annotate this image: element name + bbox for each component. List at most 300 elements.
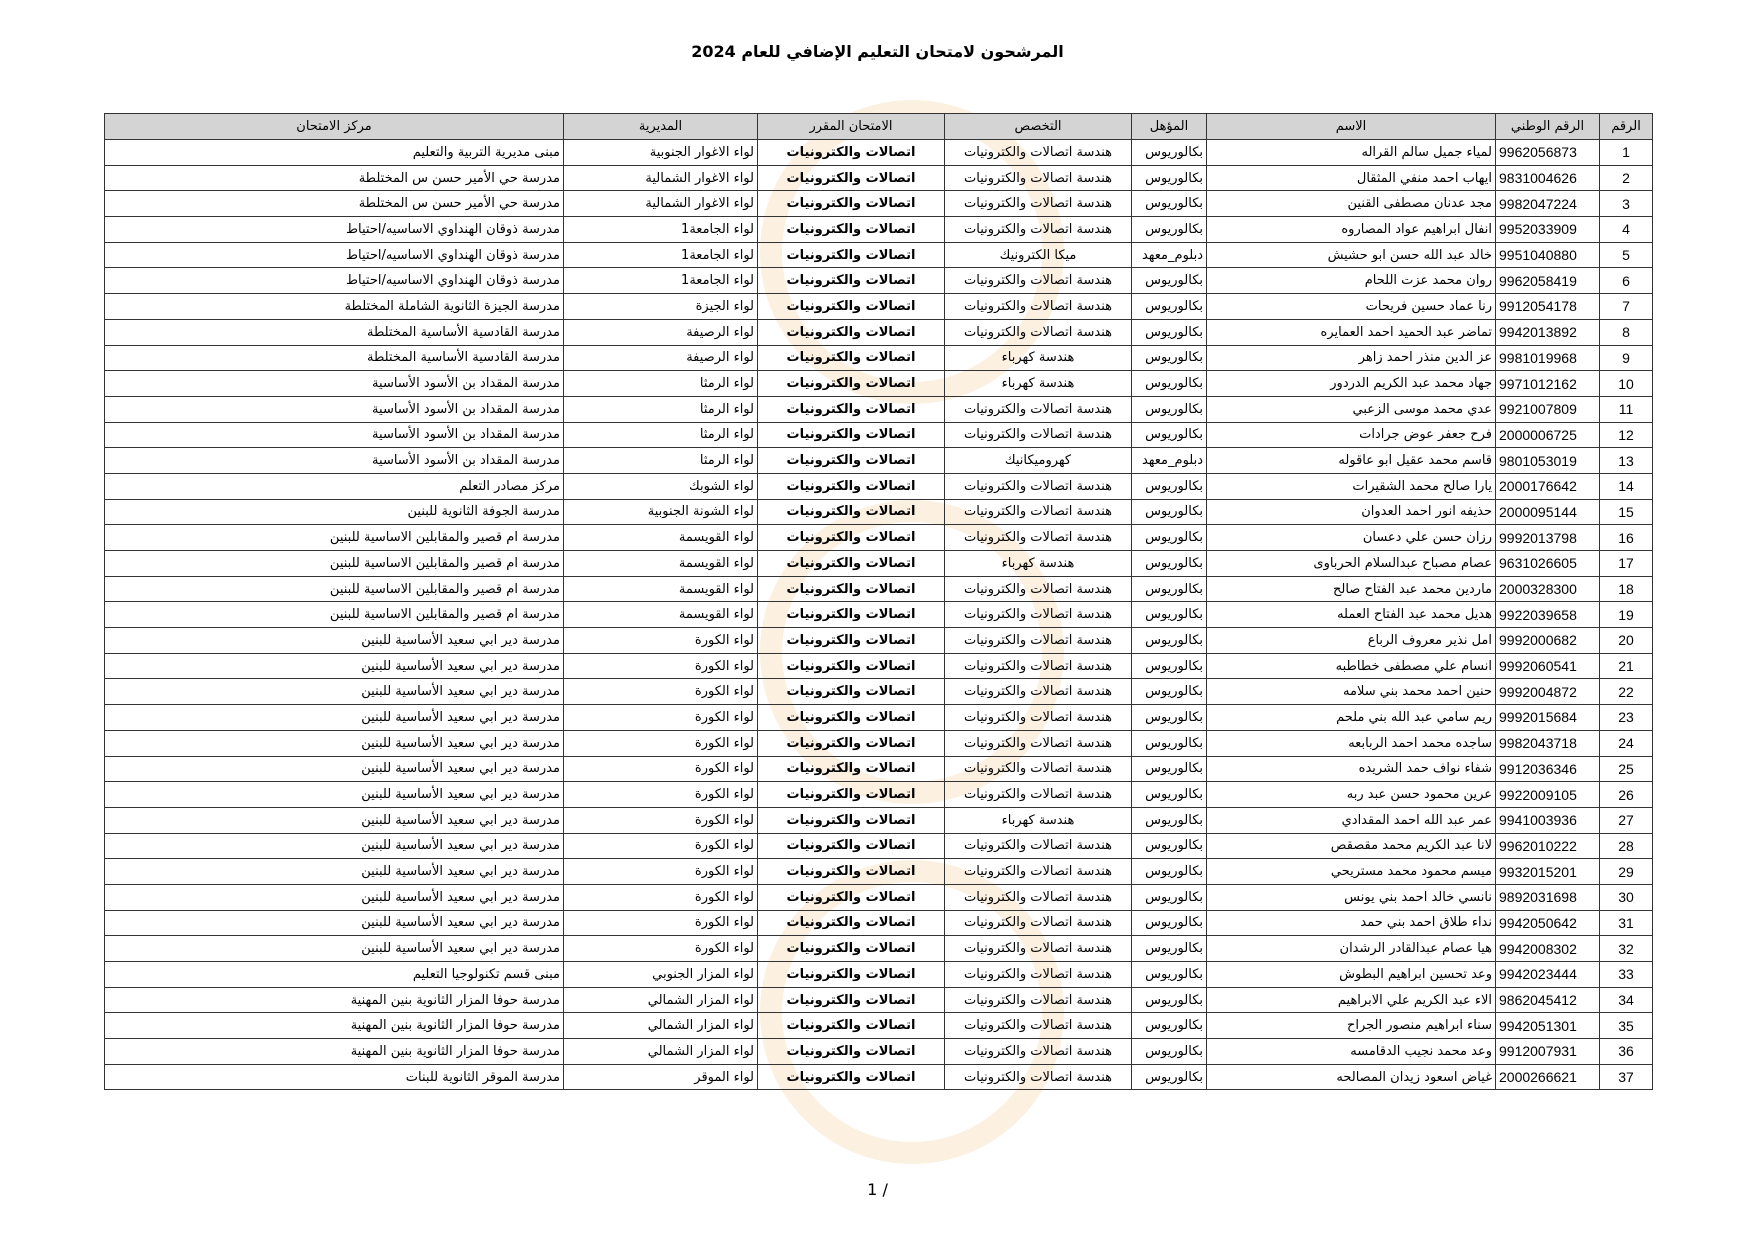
cell-qualification: بكالوريوس (1132, 602, 1207, 628)
cell-number: 30 (1600, 884, 1653, 910)
cell-exam: اتصالات والكترونيات (758, 294, 945, 320)
cell-national-id: 9981019968 (1496, 345, 1600, 371)
cell-name: ايهاب احمد منفي المثقال (1207, 165, 1496, 191)
cell-directorate: لواء الرصيفة (564, 319, 758, 345)
cell-exam-center: مدرسة دير ابي سعيد الأساسية للبنين (105, 628, 564, 654)
cell-name: هديل محمد عبد الفتاح العمله (1207, 602, 1496, 628)
cell-national-id: 9992060541 (1496, 653, 1600, 679)
cell-name: خالد عبد الله حسن ابو حشيش (1207, 242, 1496, 268)
cell-directorate: لواء الاغوار الشمالية (564, 191, 758, 217)
cell-qualification: بكالوريوس (1132, 499, 1207, 525)
cell-specialization: هندسة اتصالات والكترونيات (945, 422, 1132, 448)
cell-number: 20 (1600, 628, 1653, 654)
cell-qualification: بكالوريوس (1132, 396, 1207, 422)
cell-exam-center: مدرسة دير ابي سعيد الأساسية للبنين (105, 782, 564, 808)
table-row (105, 730, 1653, 756)
cell-national-id: 9962010222 (1496, 833, 1600, 859)
cell-specialization: هندسة اتصالات والكترونيات (945, 217, 1132, 243)
cell-name: جهاد محمد عبد الكريم الدردور (1207, 371, 1496, 397)
cell-exam: اتصالات والكترونيات (758, 628, 945, 654)
cell-exam-center: مدرسة ذوقان الهنداوي الاساسيه/احتياط (105, 217, 564, 243)
cell-directorate: لواء الشونة الجنوبية (564, 499, 758, 525)
cell-exam: اتصالات والكترونيات (758, 859, 945, 885)
cell-exam: اتصالات والكترونيات (758, 807, 945, 833)
cell-specialization: هندسة اتصالات والكترونيات (945, 140, 1132, 166)
cell-number: 32 (1600, 936, 1653, 962)
cell-exam-center: مدرسة القادسية الأساسية المختلطة (105, 319, 564, 345)
cell-directorate: لواء الكورة (564, 705, 758, 731)
cell-qualification: بكالوريوس (1132, 1064, 1207, 1090)
cell-specialization: هندسة اتصالات والكترونيات (945, 987, 1132, 1013)
table-row (105, 602, 1653, 628)
cell-national-id: 9862045412 (1496, 987, 1600, 1013)
cell-number: 11 (1600, 396, 1653, 422)
cell-name: انفال ابراهيم عواد المصاروه (1207, 217, 1496, 243)
cell-exam-center: مدرسة حي الأمير حسن س المختلطة (105, 165, 564, 191)
cell-name: نداء طلاق احمد بني حمد (1207, 910, 1496, 936)
cell-number: 7 (1600, 294, 1653, 320)
cell-qualification: بكالوريوس (1132, 422, 1207, 448)
cell-national-id: 9942013892 (1496, 319, 1600, 345)
cell-specialization: هندسة اتصالات والكترونيات (945, 1064, 1132, 1090)
cell-directorate: لواء الكورة (564, 679, 758, 705)
cell-national-id: 9971012162 (1496, 371, 1600, 397)
cell-number: 8 (1600, 319, 1653, 345)
cell-name: امل نذير معروف الرباع (1207, 628, 1496, 654)
cell-national-id: 2000176642 (1496, 473, 1600, 499)
cell-name: رنا عماد حسين فريحات (1207, 294, 1496, 320)
cell-exam: اتصالات والكترونيات (758, 833, 945, 859)
cell-exam-center: مدرسة دير ابي سعيد الأساسية للبنين (105, 859, 564, 885)
cell-national-id: 9801053019 (1496, 448, 1600, 474)
cell-exam: اتصالات والكترونيات (758, 602, 945, 628)
cell-directorate: لواء الكورة (564, 756, 758, 782)
table-header-row (105, 114, 1653, 140)
cell-qualification: بكالوريوس (1132, 756, 1207, 782)
cell-directorate: لواء الكورة (564, 936, 758, 962)
table-row (105, 268, 1653, 294)
cell-national-id: 9992013798 (1496, 525, 1600, 551)
table-row (105, 448, 1653, 474)
table-row (105, 140, 1653, 166)
page-number: 1 / (867, 1180, 888, 1199)
cell-specialization: هندسة اتصالات والكترونيات (945, 602, 1132, 628)
cell-specialization: هندسة اتصالات والكترونيات (945, 268, 1132, 294)
cell-number: 13 (1600, 448, 1653, 474)
cell-qualification: بكالوريوس (1132, 628, 1207, 654)
cell-specialization: هندسة اتصالات والكترونيات (945, 576, 1132, 602)
cell-qualification: بكالوريوس (1132, 473, 1207, 499)
cell-number: 3 (1600, 191, 1653, 217)
header-col-exam-center: مركز الامتحان (105, 114, 564, 140)
cell-directorate: لواء القويسمة (564, 602, 758, 628)
header-col-specialization: التخصص (945, 114, 1132, 140)
cell-exam: اتصالات والكترونيات (758, 936, 945, 962)
cell-national-id: 9942023444 (1496, 962, 1600, 988)
cell-specialization: هندسة اتصالات والكترونيات (945, 679, 1132, 705)
cell-national-id: 2000095144 (1496, 499, 1600, 525)
cell-national-id: 9932015201 (1496, 859, 1600, 885)
cell-directorate: لواء المزار الشمالي (564, 1039, 758, 1065)
table-row (105, 319, 1653, 345)
cell-name: غياض اسعود زيدان المصالحه (1207, 1064, 1496, 1090)
cell-exam: اتصالات والكترونيات (758, 473, 945, 499)
cell-qualification: بكالوريوس (1132, 859, 1207, 885)
table-row (105, 705, 1653, 731)
cell-name: عصام مصباح عبدالسلام الحرباوى (1207, 551, 1496, 577)
table-row (105, 653, 1653, 679)
cell-name: عمر عبد الله احمد المقدادي (1207, 807, 1496, 833)
cell-national-id: 9982047224 (1496, 191, 1600, 217)
cell-number: 29 (1600, 859, 1653, 885)
cell-exam: اتصالات والكترونيات (758, 422, 945, 448)
cell-exam-center: مدرسة دير ابي سعيد الأساسية للبنين (105, 807, 564, 833)
table-row (105, 807, 1653, 833)
cell-name: فرح جعفر عوض جرادات (1207, 422, 1496, 448)
header-col-qualification: المؤهل (1132, 114, 1207, 140)
cell-exam-center: مدرسة دير ابي سعيد الأساسية للبنين (105, 653, 564, 679)
table-row (105, 1013, 1653, 1039)
cell-specialization: هندسة كهرباء (945, 371, 1132, 397)
cell-exam: اتصالات والكترونيات (758, 448, 945, 474)
cell-exam-center: مدرسة الجوفة الثانوية للبنين (105, 499, 564, 525)
table-row (105, 1039, 1653, 1065)
cell-directorate: لواء المزار الجنوبي (564, 962, 758, 988)
cell-national-id: 9942050642 (1496, 910, 1600, 936)
cell-qualification: بكالوريوس (1132, 705, 1207, 731)
cell-exam-center: مبنى قسم تكنولوجيا التعليم (105, 962, 564, 988)
cell-number: 21 (1600, 653, 1653, 679)
cell-exam: اتصالات والكترونيات (758, 1064, 945, 1090)
cell-specialization: كهروميكانيك (945, 448, 1132, 474)
cell-name: عز الدين منذر احمد زاهر (1207, 345, 1496, 371)
cell-exam: اتصالات والكترونيات (758, 140, 945, 166)
cell-number: 15 (1600, 499, 1653, 525)
table-row (105, 191, 1653, 217)
cell-name: نانسي خالد احمد بني يونس (1207, 884, 1496, 910)
table-row (105, 576, 1653, 602)
cell-exam: اتصالات والكترونيات (758, 756, 945, 782)
cell-number: 1 (1600, 140, 1653, 166)
document-title: المرشحون لامتحان التعليم الإضافي للعام 2024 (691, 42, 1064, 61)
cell-qualification: بكالوريوس (1132, 833, 1207, 859)
cell-exam-center: مدرسة دير ابي سعيد الأساسية للبنين (105, 884, 564, 910)
cell-qualification: بكالوريوس (1132, 910, 1207, 936)
cell-exam: اتصالات والكترونيات (758, 319, 945, 345)
cell-exam: اتصالات والكترونيات (758, 217, 945, 243)
cell-exam: اتصالات والكترونيات (758, 884, 945, 910)
cell-directorate: لواء الجامعة1 (564, 268, 758, 294)
cell-specialization: هندسة اتصالات والكترونيات (945, 294, 1132, 320)
cell-exam-center: مدرسة دير ابي سعيد الأساسية للبنين (105, 705, 564, 731)
cell-specialization: هندسة كهرباء (945, 345, 1132, 371)
cell-exam-center: مدرسة دير ابي سعيد الأساسية للبنين (105, 833, 564, 859)
cell-exam-center: مدرسة حوفا المزار الثانوية بنين المهنية (105, 1013, 564, 1039)
cell-specialization: هندسة اتصالات والكترونيات (945, 705, 1132, 731)
table-row (105, 962, 1653, 988)
cell-number: 34 (1600, 987, 1653, 1013)
cell-national-id: 9831004626 (1496, 165, 1600, 191)
header-col-exam: الامتحان المقرر (758, 114, 945, 140)
cell-national-id: 9921007809 (1496, 396, 1600, 422)
cell-number: 22 (1600, 679, 1653, 705)
cell-national-id: 9922009105 (1496, 782, 1600, 808)
cell-directorate: لواء الرمثا (564, 371, 758, 397)
cell-exam-center: مدرسة دير ابي سعيد الأساسية للبنين (105, 730, 564, 756)
cell-exam-center: مدرسة ام قصير والمقابلين الاساسية للبنين (105, 525, 564, 551)
cell-number: 28 (1600, 833, 1653, 859)
cell-number: 26 (1600, 782, 1653, 808)
cell-specialization: هندسة اتصالات والكترونيات (945, 1039, 1132, 1065)
cell-number: 24 (1600, 730, 1653, 756)
cell-qualification: بكالوريوس (1132, 217, 1207, 243)
cell-exam: اتصالات والكترونيات (758, 910, 945, 936)
cell-exam-center: مدرسة ام قصير والمقابلين الاساسية للبنين (105, 551, 564, 577)
cell-name: مجد عدنان مصطفى القنين (1207, 191, 1496, 217)
cell-specialization: هندسة اتصالات والكترونيات (945, 525, 1132, 551)
cell-directorate: لواء الشوبك (564, 473, 758, 499)
cell-name: لمياء جميل سالم القراله (1207, 140, 1496, 166)
cell-national-id: 9912054178 (1496, 294, 1600, 320)
cell-number: 10 (1600, 371, 1653, 397)
cell-exam: اتصالات والكترونيات (758, 499, 945, 525)
cell-directorate: لواء القويسمة (564, 525, 758, 551)
cell-qualification: بكالوريوس (1132, 653, 1207, 679)
cell-directorate: لواء القويسمة (564, 551, 758, 577)
header-col-name: الاسم (1207, 114, 1496, 140)
cell-name: عدي محمد موسى الزعبي (1207, 396, 1496, 422)
cell-specialization: هندسة كهرباء (945, 551, 1132, 577)
cell-national-id: 9912036346 (1496, 756, 1600, 782)
cell-exam: اتصالات والكترونيات (758, 1013, 945, 1039)
cell-directorate: لواء الكورة (564, 833, 758, 859)
cell-number: 14 (1600, 473, 1653, 499)
cell-exam: اتصالات والكترونيات (758, 268, 945, 294)
cell-specialization: هندسة اتصالات والكترونيات (945, 782, 1132, 808)
cell-qualification: بكالوريوس (1132, 551, 1207, 577)
cell-qualification: بكالوريوس (1132, 962, 1207, 988)
cell-national-id: 9942051301 (1496, 1013, 1600, 1039)
cell-qualification: بكالوريوس (1132, 936, 1207, 962)
cell-number: 25 (1600, 756, 1653, 782)
cell-directorate: لواء الرمثا (564, 396, 758, 422)
cell-specialization: هندسة اتصالات والكترونيات (945, 396, 1132, 422)
cell-specialization: هندسة اتصالات والكترونيات (945, 910, 1132, 936)
cell-qualification: بكالوريوس (1132, 576, 1207, 602)
cell-number: 2 (1600, 165, 1653, 191)
cell-specialization: هندسة اتصالات والكترونيات (945, 962, 1132, 988)
cell-exam: اتصالات والكترونيات (758, 730, 945, 756)
cell-qualification: بكالوريوس (1132, 987, 1207, 1013)
cell-national-id: 9922039658 (1496, 602, 1600, 628)
cell-number: 4 (1600, 217, 1653, 243)
cell-number: 18 (1600, 576, 1653, 602)
cell-exam-center: مدرسة حوفا المزار الثانوية بنين المهنية (105, 987, 564, 1013)
cell-exam: اتصالات والكترونيات (758, 1039, 945, 1065)
cell-exam: اتصالات والكترونيات (758, 551, 945, 577)
table-row (105, 551, 1653, 577)
cell-directorate: لواء المزار الشمالي (564, 987, 758, 1013)
cell-exam: اتصالات والكترونيات (758, 191, 945, 217)
cell-name: تماضر عبد الحميد احمد العمايره (1207, 319, 1496, 345)
cell-number: 36 (1600, 1039, 1653, 1065)
cell-specialization: هندسة اتصالات والكترونيات (945, 730, 1132, 756)
cell-national-id: 9892031698 (1496, 884, 1600, 910)
cell-directorate: لواء الجامعة1 (564, 217, 758, 243)
cell-exam: اتصالات والكترونيات (758, 242, 945, 268)
cell-directorate: لواء الجامعة1 (564, 242, 758, 268)
cell-name: ريم سامي عبد الله بني ملحم (1207, 705, 1496, 731)
cell-qualification: بكالوريوس (1132, 782, 1207, 808)
cell-name: شفاء نواف حمد الشريده (1207, 756, 1496, 782)
cell-number: 5 (1600, 242, 1653, 268)
cell-exam: اتصالات والكترونيات (758, 653, 945, 679)
cell-exam-center: مدرسة حي الأمير حسن س المختلطة (105, 191, 564, 217)
cell-qualification: بكالوريوس (1132, 294, 1207, 320)
cell-exam: اتصالات والكترونيات (758, 679, 945, 705)
cell-exam-center: مدرسة دير ابي سعيد الأساسية للبنين (105, 910, 564, 936)
table-row (105, 910, 1653, 936)
table-row (105, 1064, 1653, 1090)
cell-national-id: 2000328300 (1496, 576, 1600, 602)
table-row (105, 859, 1653, 885)
cell-exam-center: مدرسة دير ابي سعيد الأساسية للبنين (105, 756, 564, 782)
cell-exam: اتصالات والكترونيات (758, 165, 945, 191)
cell-specialization: هندسة كهرباء (945, 807, 1132, 833)
cell-specialization: هندسة اتصالات والكترونيات (945, 499, 1132, 525)
header-col-number: الرقم (1600, 114, 1653, 140)
cell-directorate: لواء الكورة (564, 628, 758, 654)
cell-directorate: لواء الموقر (564, 1064, 758, 1090)
cell-name: وعد محمد نجيب الدقامسه (1207, 1039, 1496, 1065)
cell-exam-center: مدرسة المقداد بن الأسود الأساسية (105, 371, 564, 397)
cell-exam-center: مدرسة القادسية الأساسية المختلطة (105, 345, 564, 371)
cell-exam-center: مدرسة دير ابي سعيد الأساسية للبنين (105, 936, 564, 962)
cell-number: 12 (1600, 422, 1653, 448)
cell-exam-center: مدرسة دير ابي سعيد الأساسية للبنين (105, 679, 564, 705)
cell-qualification: بكالوريوس (1132, 807, 1207, 833)
cell-specialization: هندسة اتصالات والكترونيات (945, 653, 1132, 679)
cell-specialization: هندسة اتصالات والكترونيات (945, 756, 1132, 782)
cell-qualification: بكالوريوس (1132, 1013, 1207, 1039)
cell-national-id: 2000006725 (1496, 422, 1600, 448)
cell-national-id: 9992000682 (1496, 628, 1600, 654)
table-row (105, 987, 1653, 1013)
cell-qualification: دبلوم_معهد (1132, 448, 1207, 474)
cell-number: 33 (1600, 962, 1653, 988)
cell-national-id: 9962056873 (1496, 140, 1600, 166)
cell-directorate: لواء الكورة (564, 807, 758, 833)
cell-name: وعد تحسين ابراهيم البطوش (1207, 962, 1496, 988)
cell-number: 16 (1600, 525, 1653, 551)
cell-specialization: هندسة اتصالات والكترونيات (945, 833, 1132, 859)
cell-exam-center: مدرسة حوفا المزار الثانوية بنين المهنية (105, 1039, 564, 1065)
cell-qualification: بكالوريوس (1132, 268, 1207, 294)
cell-name: ساجده محمد احمد الربابعه (1207, 730, 1496, 756)
cell-directorate: لواء الكورة (564, 910, 758, 936)
cell-number: 35 (1600, 1013, 1653, 1039)
table-row (105, 884, 1653, 910)
cell-name: حنين احمد محمد بني سلامه (1207, 679, 1496, 705)
table-row (105, 473, 1653, 499)
table-row (105, 499, 1653, 525)
cell-national-id: 9942008302 (1496, 936, 1600, 962)
table-row (105, 217, 1653, 243)
cell-directorate: لواء الكورة (564, 653, 758, 679)
cell-national-id: 9992004872 (1496, 679, 1600, 705)
table-row (105, 525, 1653, 551)
table-row (105, 422, 1653, 448)
cell-directorate: لواء القويسمة (564, 576, 758, 602)
cell-qualification: بكالوريوس (1132, 884, 1207, 910)
candidates-table (104, 113, 1653, 1090)
cell-name: سناء ابراهيم منصور الجراح (1207, 1013, 1496, 1039)
cell-name: قاسم محمد عقيل ابو عاقوله (1207, 448, 1496, 474)
cell-directorate: لواء الكورة (564, 884, 758, 910)
cell-specialization: هندسة اتصالات والكترونيات (945, 319, 1132, 345)
cell-exam: اتصالات والكترونيات (758, 782, 945, 808)
table-row (105, 165, 1653, 191)
cell-number: 31 (1600, 910, 1653, 936)
cell-national-id: 9992015684 (1496, 705, 1600, 731)
cell-directorate: لواء الرمثا (564, 448, 758, 474)
cell-directorate: لواء الرصيفة (564, 345, 758, 371)
cell-directorate: لواء الاغوار الجنوبية (564, 140, 758, 166)
cell-specialization: هندسة اتصالات والكترونيات (945, 859, 1132, 885)
cell-exam: اتصالات والكترونيات (758, 525, 945, 551)
cell-name: لانا عبد الكريم محمد مقصقص (1207, 833, 1496, 859)
header-col-national-id: الرقم الوطني (1496, 114, 1600, 140)
table-row (105, 833, 1653, 859)
cell-exam: اتصالات والكترونيات (758, 705, 945, 731)
cell-exam-center: مدرسة المقداد بن الأسود الأساسية (105, 396, 564, 422)
cell-specialization: هندسة اتصالات والكترونيات (945, 473, 1132, 499)
cell-number: 27 (1600, 807, 1653, 833)
cell-national-id: 2000266621 (1496, 1064, 1600, 1090)
table-row (105, 345, 1653, 371)
cell-name: ميسم محمود محمد مستريحي (1207, 859, 1496, 885)
cell-number: 17 (1600, 551, 1653, 577)
cell-qualification: بكالوريوس (1132, 371, 1207, 397)
cell-exam-center: مدرسة ام قصير والمقابلين الاساسية للبنين (105, 602, 564, 628)
cell-number: 23 (1600, 705, 1653, 731)
cell-exam: اتصالات والكترونيات (758, 962, 945, 988)
cell-national-id: 9941003936 (1496, 807, 1600, 833)
cell-name: رزان حسن علي دعسان (1207, 525, 1496, 551)
cell-directorate: لواء الرمثا (564, 422, 758, 448)
cell-specialization: هندسة اتصالات والكترونيات (945, 628, 1132, 654)
cell-national-id: 9982043718 (1496, 730, 1600, 756)
cell-name: روان محمد عزت اللحام (1207, 268, 1496, 294)
cell-qualification: بكالوريوس (1132, 165, 1207, 191)
cell-qualification: بكالوريوس (1132, 1039, 1207, 1065)
cell-qualification: بكالوريوس (1132, 730, 1207, 756)
table-row (105, 294, 1653, 320)
cell-exam: اتصالات والكترونيات (758, 371, 945, 397)
table-row (105, 756, 1653, 782)
cell-qualification: بكالوريوس (1132, 319, 1207, 345)
cell-directorate: لواء الكورة (564, 730, 758, 756)
cell-name: ماردين محمد عبد الفتاح صالح (1207, 576, 1496, 602)
cell-specialization: هندسة اتصالات والكترونيات (945, 936, 1132, 962)
cell-qualification: بكالوريوس (1132, 525, 1207, 551)
cell-exam: اتصالات والكترونيات (758, 987, 945, 1013)
cell-national-id: 9951040880 (1496, 242, 1600, 268)
table-row (105, 679, 1653, 705)
table-row (105, 936, 1653, 962)
cell-specialization: هندسة اتصالات والكترونيات (945, 165, 1132, 191)
table-row (105, 371, 1653, 397)
